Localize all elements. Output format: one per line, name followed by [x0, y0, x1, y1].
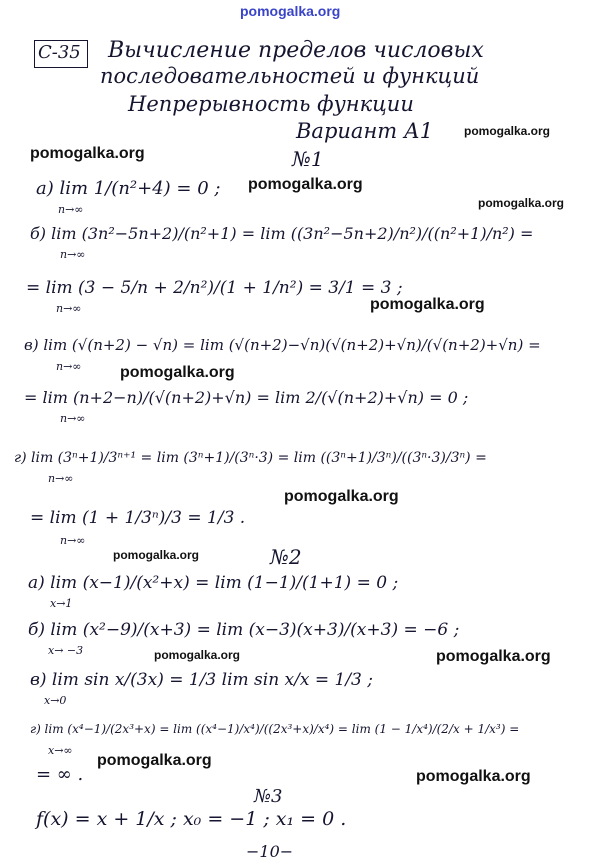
limit-subscript: x→0 [44, 694, 67, 707]
watermark: pomogalka.org [416, 768, 531, 785]
limit-subscript: n→∞ [56, 302, 82, 315]
watermark: pomogalka.org [248, 176, 363, 193]
title-line-3: Непрерывность функции [128, 92, 414, 116]
problem-2b: б) lim (x²−9)/(x+3) = lim (x−3)(x+3)/(x+3) = −6 ; [28, 620, 460, 640]
section-1-heading: №1 [292, 147, 324, 171]
problem-2g: г) lim (x⁴−1)/(2x³+x) = lim ((x⁴−1)/x⁴)/((2x³+x)/x⁴) = lim (1 − 1/x⁴)/(2/x + 1/x³) = [30, 722, 520, 736]
problem-3: f(x) = x + 1/x ; x₀ = −1 ; x₁ = 0 . [36, 808, 347, 830]
title-line-2: последовательностей и функций [100, 64, 480, 88]
page-number: −10− [246, 842, 294, 861]
limit-subscript: n→∞ [56, 360, 82, 373]
limit-subscript: n→∞ [60, 412, 86, 425]
watermark: pomogalka.org [120, 364, 235, 381]
label-s35: С-35 [38, 42, 81, 63]
limit-subscript: x→∞ [48, 744, 73, 757]
problem-1b-line-2: = lim (3 − 5/n + 2/n²)/(1 + 1/n²) = 3/1 = 3 ; [26, 278, 403, 298]
watermark: pomogalka.org [370, 296, 485, 313]
limit-subscript: n→∞ [58, 203, 84, 216]
problem-1v-line-1: в) lim (√(n+2) − √n) = lim (√(n+2)−√n)(√(n+2)+√n)/(√(n+2)+√n) = [24, 336, 541, 354]
watermark: pomogalka.org [97, 752, 212, 769]
section-2-heading: №2 [270, 545, 302, 569]
problem-1v-line-2: = lim (n+2−n)/(√(n+2)+√n) = lim 2/(√(n+2)+√n) = 0 ; [24, 388, 469, 407]
limit-subscript: n→∞ [60, 248, 86, 261]
limit-subscript: n→∞ [60, 534, 86, 547]
section-3-heading: №3 [254, 786, 283, 807]
problem-1b-line-1: б) lim (3n²−5n+2)/(n²+1) = lim ((3n²−5n+2)/n²)/((n²+1)/n²) = [30, 224, 534, 243]
watermark: pomogalka.org [464, 124, 551, 138]
problem-1g-line-1: г) lim (3ⁿ+1)/3ⁿ⁺¹ = lim (3ⁿ+1)/(3ⁿ·3) = lim ((3ⁿ+1)/3ⁿ)/((3ⁿ·3)/3ⁿ) = [14, 450, 487, 466]
problem-1g-line-2: = lim (1 + 1/3ⁿ)/3 = 1/3 . [30, 508, 246, 528]
problem-1a: а) lim 1/(n²+4) = 0 ; [36, 178, 221, 199]
watermark: pomogalka.org [113, 548, 200, 562]
problem-2v: в) lim sin x/(3x) = 1/3 lim sin x/x = 1/3 ; [30, 670, 373, 690]
limit-subscript: x→ −3 [48, 644, 84, 657]
limit-subscript: n→∞ [48, 472, 74, 485]
watermark: pomogalka.org [154, 648, 241, 662]
title-line-1: Вычисление пределов числовых [108, 38, 484, 63]
problem-2g-result: = ∞ . [36, 764, 84, 785]
watermark: pomogalka.org [436, 648, 551, 665]
watermark-top: pomogalka.org [240, 3, 341, 19]
watermark: pomogalka.org [30, 145, 145, 162]
problem-2a: а) lim (x−1)/(x²+x) = lim (1−1)/(1+1) = 0 ; [28, 573, 399, 593]
limit-subscript: x→1 [50, 597, 73, 610]
watermark: pomogalka.org [284, 488, 399, 505]
variant-label: Вариант А1 [296, 119, 434, 143]
watermark: pomogalka.org [478, 196, 565, 210]
